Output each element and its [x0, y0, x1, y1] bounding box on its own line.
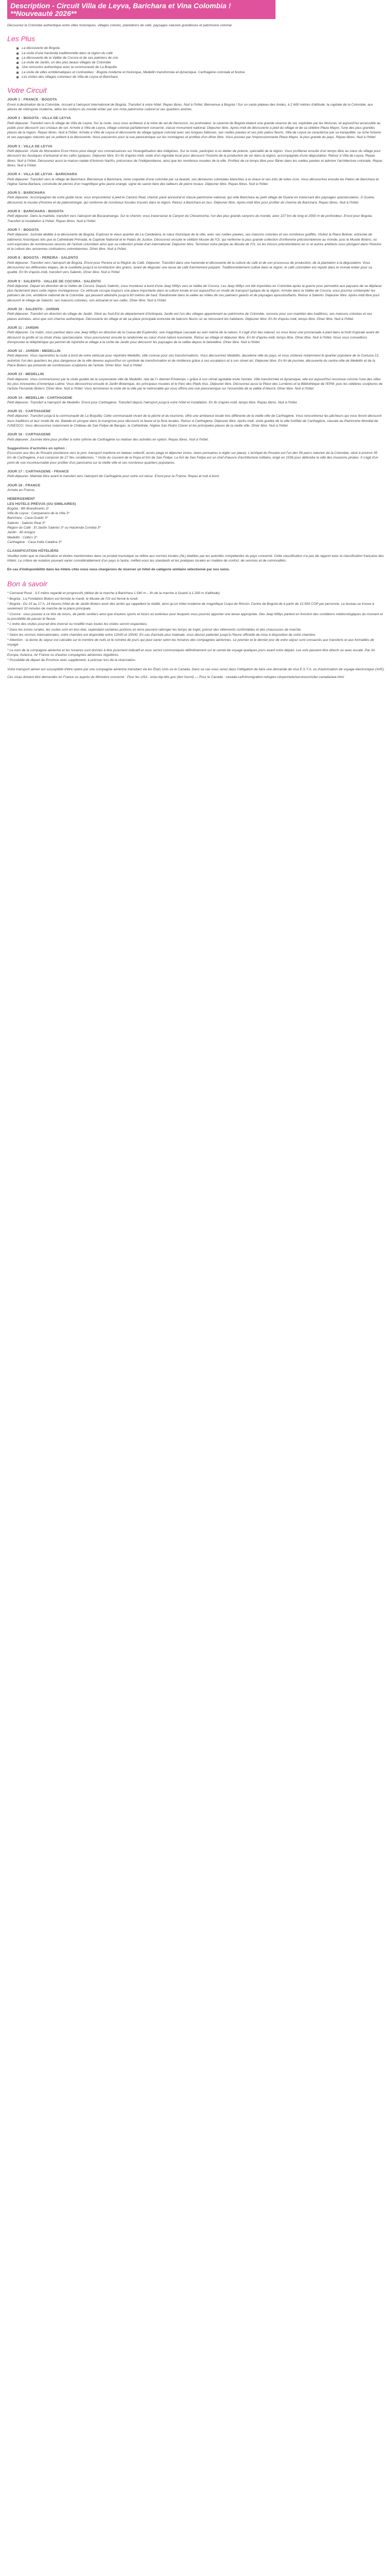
day-title: JOUR 4 : VILLA DE LEYVA - BARICHARA: [7, 173, 77, 177]
day-text: Petit déjeuner. Transfert jusqu'à la communauté de La Boquilla. Cette communauté vivant de la pêche et du tourisme, offre une ambiance locale très différente de la vieille ville de Carthagène. Vous rencontrerez les pêcheurs qui vous feront découvrir leurs traditions et leur mode de vie. Balade en pirogue dans la mangrove pour découvrir la faune et la flore locales. Retour à Carthagène. Déjeuner libre. Après-midi, visite guidée de la ville fortifiée de Carthagène, classée au Patrimoine Mondial de l'UNESCO. Vous découvrirez notamment le Château de San Felipe de Barajas, la Cathédrale, l'église San Pedro Claver et les principales places de la vieille ville. Dîner libre. Nuit à l'hôtel.: [7, 414, 382, 428]
itinerary-day: [7, 228, 383, 251]
day-text: Petit déjeuner. Journée libre pour profiter à votre rythme de Carthagène ou réaliser des activités en option. Repas libres. Nuit à l'hôtel.: [7, 437, 209, 442]
highlight-item: La visite de Jardin, un des plus beaux villages de Colombie: [17, 60, 385, 65]
day-text: Petit déjeuner. Transfert à l'aéroport de Medellin. Envol pour Carthagène. Transfert depuis l'aéroport jusqu'à votre hôtel et installation. En fin d'après-midi, temps libre. Repas libres. Nuit à l'hôtel.: [7, 400, 298, 404]
hotels-title: LES HOTELS PRÉVUS (OU SIMILAIRES): [7, 502, 76, 506]
classification-notice: En cas d'indisponibilité dans les hôtels cités nous nous chargerons de réserver un hôtel de catégorie similaire sélectionné par nos soins.: [7, 568, 230, 572]
highlight-item: Une rencontre authentique avec la communauté de La Boquilla: [17, 65, 385, 70]
itinerary-day: [7, 307, 383, 321]
day-title: JOUR 1 : FRANCE - BOGOTA: [7, 98, 57, 102]
day-title: JOUR 7 : BOGOTA: [7, 228, 39, 232]
day-text: Petit déjeuner. Visite du Monastère Ecce Homo pour élargir vos connaissances sur l'évangélisation des indigènes. Sur la route, participez à un atelier de poterie, spécialité de la région. Vous profiterez ensuite d'un temps libre au cœur du village pour découvrir les boutiques d'artisanat et les cafés typiques. Déjeuner libre. En fin d'après-midi, visite d'un vignoble local pour découvrir l'histoire de la production de vin dans la région, accompagnée d'une dégustation. Retour à Villa de Leyva. Repas libres. Nuit à l'hôtel. Découvrez aussi la maison natale d'Antonio Nariño, précurseur de l'indépendance, ainsi que les nombreux musées de la ville. Profitez de ce temps libre pour flâner dans les ruelles pavées et admirer l'architecture coloniale. Repas libres. Nuit à l'hôtel.: [7, 149, 383, 167]
highlight-item: La visite d'une hacienda traditionnelle dans la région du café: [17, 51, 385, 56]
note-item: * L'ordre des visites pourrait être inversé ou modifié mais toutes les visites seront respectées.: [7, 622, 148, 626]
itinerary-day: [7, 326, 383, 345]
good-to-know-notes: [7, 591, 385, 663]
note-item: * Attention : la durée du séjour est calculée sur le nombre de nuits et le nombre de jours qui peut varier selon les horaires des compagnies aériennes. Le premier et le dernier jour de votre séjour sont consacrés aux transferts et aux formalités de voyage.: [7, 638, 374, 647]
classification-heading: CLASSIFICATION HÔTELIÈRE: [7, 549, 59, 553]
suggestions-text: Excursion aux îles du Rosaire (existence vers le port, transport maritime en bateau collectif, accès plage et déjeuner inclus, taxes portuaires à régler sur place). L'archipel du Rosaire est l'un des 56 parcs naturels de la Colombie, situé à environ 35 km de Carthagène, il est composé de 27 îles coralliennes. * Visite du couvent de la Popa et fort de San Felipe. La fort de San Felipe est un chef d'œuvre d'architecture militaire, érigé en 1536 pour défendre la ville des invasions pirates. Il s'agit d'un point de vue incontournable pour profiter d'un panorama sur la vieille ville et ses nombreux quartiers populaires.: [7, 451, 379, 465]
day-title: JOUR 5 : BARICHARA: [7, 191, 45, 195]
itinerary-day: [7, 409, 383, 428]
classification-text: Veuillez noter que la classification et étoiles mentionnées dans ce produit touristique se réfère aux normes locales (NL) établies par les autorités compétentes du pays concerné. Cette classification n'a pas de rapport avec la classification française des hôtels. Le critère de notation pouvant varier considérablement d'un pays à l'autre, méfiez-vous les standards et les pratiques locales en matière de confort, de services et de commodités.: [7, 554, 384, 563]
itinerary-heading: Votre Circuit: [7, 86, 47, 95]
hotel-item: Medellin : Celtics 3*: [7, 535, 37, 539]
note-item: * Possibilité de départ de Province avec supplément, à préciser lors de la réservation.: [7, 658, 136, 663]
transport-text: Votre transport aérien est susceptible d'être opéré par une compagnie aérienne transitant via les États Unis ou le Canada. Dans ce cas vous serez dans l'obligation de faire une demande de visa E.S.T.A. ou d'autorisation de voyage électronique (AVE).: [7, 667, 385, 671]
day-title: JOUR 15 : CARTHAGENE: [7, 410, 51, 414]
itinerary-day: [7, 432, 383, 442]
hotel-item: Barichara : Casa Guadú 3*: [7, 516, 48, 520]
itinerary-day: [7, 469, 383, 479]
hotel-item: Villa de Leyva : Campanario de la Villa 3*: [7, 512, 70, 516]
day-title: JOUR 12 : JARDIN - MEDELLIN: [7, 349, 61, 353]
highlights-heading: Les Plus: [7, 35, 35, 43]
day-title: JOUR 11 : JARDIN: [7, 326, 39, 330]
itinerary-day: [7, 144, 383, 168]
hotels-block: [7, 497, 385, 545]
consulate-text: Ces visas doivent être demandés en France ou auprès du Ministère concerné : Pour les USA : esta.cbp.dhs.gov (lien fourni) — Pour le Canada : canada.ca/fr/immigration-refugies-citoyennete/services/visiter-canada/ave.html: [7, 675, 344, 679]
highlight-item: La découverte de Bogota: [17, 46, 385, 50]
highlights-list: [17, 46, 385, 79]
day-title: JOUR 18 : FRANCE: [7, 483, 41, 487]
highlight-item: Les visites des villages coloniaux de Villa de Leyva et Barichara: [17, 75, 385, 79]
itinerary-day: [7, 209, 383, 224]
hotels-heading: HEBERGEMENT: [7, 497, 35, 501]
hotel-item: Salento : Salento Real 3*: [7, 521, 45, 525]
hotel-item: Carthagène : Casa India Catalina 3*: [7, 540, 62, 544]
highlight-item: La découverte de la Vallée de Cocora et de ses palmiers de cire: [17, 56, 385, 60]
highlight-item: La visite de villes emblématiques et contrastées : Bogota moderne et historique, Medellin transformée et dynamique, Carthagène coloniale et festive: [17, 70, 385, 75]
day-text: Petit déjeuner. Transfert vers l'aéroport de Bogota. Envol pour Pereira et la Région du Café. Déjeuner. Transfert dans une hacienda et découverte de la culture du café et de son processus de production, de la plantation à la dégustation. Vous découvrirez les différentes étapes, de la cueillette jusqu'à la torréfaction des grains, avant de déguster une tasse de café fraîchement préparé. Traditionnellement cultivé dans la région, le café colombien est réputé dans le monde entier pour sa qualité. En fin d'après-midi, transfert vers Salento. Dîner libre. Nuit à l'hôtel.: [7, 261, 372, 275]
note-item: * Bogota : Du 15 au 17 h, 14 heures hôtel de de Jardin Botero avoir des arrêts qui rappellent la réalité, ainsi qu'un hôtel moderne de magnifique Cuqui de Rincón. Centre de Bogotá de à partir de 12.500 COP par personne. Le bureau se trouve à seulement 10 minutes de marche de la place principale.: [7, 602, 374, 611]
day-title: JOUR 17 : CARTHAGENE - FRANCE: [7, 470, 69, 474]
day-text: Arrivée en France.: [7, 488, 36, 492]
classification-block: [7, 549, 385, 572]
note-item: * Bogota : La Fondation Botero est fermée le mardi, le Musée de l'Or est fermé le lundi.: [7, 597, 139, 601]
note-item: * Carnaval Rosé : 3.5 mètre regardé et progressifs (début de la marche à Barichara 1.540 m – fin de la marche à Guané à 1.200 m d'altitude).: [7, 591, 221, 596]
itinerary-day: [7, 483, 383, 493]
hotel-item: Bogota : 8th Brandmarks 3*: [7, 506, 50, 511]
hotel-item: Région du Café : El Jardín Salento 3* ou Hacienda Combia 3*: [7, 526, 101, 530]
suggestions-block: [7, 446, 383, 465]
suggestions-heading: Suggestions d'activités en option :: [7, 446, 67, 450]
itinerary-day: [7, 372, 383, 391]
note-item: * Cocora : vous pouvez à ce titre de loisirs, de petits sentiers ainsi que d'autres sports et loisirs en extérieur pour lesquels vous pourrez apporter une tenue appropriée. Des Jeep Willys partent en fonction des conditions météorologiques du moment et la possibilité de passer le fleuve.: [7, 612, 383, 621]
day-title: JOUR 10 : SALENTO - JARDIN: [7, 308, 59, 312]
note-item: * Selon les normes internationales, votre chambre est disponible entre 12h00 et 15h00. En cas d'arrivée plus matinale, vous devrez patienter jusqu'à l'heure officielle de mise à disposition de votre chambre.: [7, 633, 316, 637]
day-text: Petit déjeuner. Matinée libre avant le transfert vers l'aéroport de Carthagène pour votre vol retour. Envol pour la France. Repas et nuit à bord.: [7, 474, 220, 479]
note-item: * Le nom de la compagnie aérienne et les horaires sont donnés à titre purement indicatif et vous seront communiqués définitivement sur le carnet de voyage quelques jours avant votre départ. Les vols peuvent être directs ou avec escale. Par Air Europa, Avianca, Air France ou d'autres compagnies aériennes régulières.: [7, 648, 376, 657]
note-item: * Dans les zones rurales, les routes sont en bon état, cependant certaines portions en terre peuvent rallonger les temps de trajet, prévoir des vêtements confortables et des chaussures de marche.: [7, 628, 302, 632]
itinerary-day: [7, 116, 383, 140]
day-text: Petit déjeuner. Vous commencerez par la visite guidée de la surprenante ville de Medellin, née de l'« éternel Printemps » grâce à son climat agréable toute l'année. Ville transformée et dynamique, elle est aujourd'hui reconnue comme l'une des villes les plus innovantes d'Amérique Latine. Vous découvrirez ensuite le Jardin Botanique, les principaux musées et le Parc des Pieds Nus. Déjeuner libre. Découvrez aussi la Place des Lumières et la Bibliothèque de l'EPM, puis les célèbres sculptures de l'artiste Fernando Botero. Dîner libre. Nuit à l'hôtel. Vous terminerez la visite de la ville par le métrocable qui vous offrira une vue panoramique sur l'ensemble de la vallée d'Aburrá. Dîner libre. Nuit à l'hôtel.: [7, 377, 383, 391]
page-title: Description - Circuit Villa de Leyva, Barichara et Vina Colombia !: [10, 2, 231, 10]
day-title: JOUR 16 : CARTHAGENE: [7, 433, 51, 437]
day-text: Petit déjeuner. Transfert vers le village de Barichara. Bienvenue à Barichara, reine coquette d'une colombe par sa beauté, ses demeures coloniales blanchies à la chaux et ses toits de tuiles ocre. Vous découvrirez ensuite les Patios de Barichara et l'église Santa Barbara, construite de pierres d'un magnifique grès jaune-orangé, signe du savoir-faire des tailleurs de pierre locaux. Déjeuner libre. Repas libres. Nuit à l'hôtel.: [7, 177, 379, 186]
itinerary-day: [7, 172, 383, 187]
page-title-tag: **Nouveauté 2026**: [10, 9, 77, 18]
day-text: Petit déjeuner. Départ en direction de la Vallée de Cocora. Depuis Salento, vous monterez à bord d'une Jeep Willys vers la Vallée de Cocora. Les Jeep Willys ont été importées en Colombie après la guerre pour permettre aux paysans de se déplacer plus facilement dans cette région montagneuse. Ce véhicule occupe toujours une place importante dans la culture locale et est aujourd'hui un mode de transport typique de la région. Arrivée dans la Vallée de Cocora, vous pourrez contempler les palmiers de cire, emblème national de la Colombie, qui peuvent atteindre jusqu'à 60 mètres de haut. Randonnée dans la vallée au milieu de ces palmiers géants et de paysages époustouflants. Retour à Salento. Déjeuner libre. Après-midi libre pour découvrir le village de Salento, ses maisons colorées, son artisanat et ses cafés. Dîner libre. Nuit à l'hôtel.: [7, 284, 382, 302]
day-text: Petit déjeuner. Journée dédiée à la découverte de Bogota. Explorez le vieux quartier de La Candelaria, le cœur historique de la ville, avec ses ruelles pavées, ses maisons colorées et ses nombreux graffitis. Visitez la Place Bolivar, entourée de bâtiments historiques tels que la Cathédrale Primada, le Capitole National et le Palais de Justice. Découvrez ensuite le célèbre Musée de l'Or, qui renferme la plus grande collection d'orfèvrerie précolombienne au monde, puis le Musée Botero, où sont exposées de nombreuses œuvres de l'artiste colombien ainsi que sa collection privée d'art international. Déjeuner libre. Terminez votre périple au Musée de l'Or, où les trésors précolombiens en or et autres artéfacts vous plongent dans l'histoire et la culture des anciennes civilisations colombiennes. Dîner libre. Nuit à l'hôtel.: [7, 233, 381, 251]
itinerary-day: [7, 97, 383, 112]
page-title-banner: [7, 0, 275, 19]
day-text: Petit déjeuner. Transfert vers le village de Villa de Leyva. Sur la route, vous vous arrêterez à la mine de sel de Nemocon. Au profondeur, la caverne de Bogota étaient une grande réserve de sel, exploitée par les Muiscas, et aujourd'hui accessible au public pour découvrir ses cristaux de sel. Arrivée à Villa de Leyva, village colonial parfaitement conservé, classé monument national. Déjeuner libre. Après-midi de découverte à pied du village et de sa célèbre Plaza Mayor, l'une des plus grandes places de la région. Repas libres. Nuit à l'hôtel. Arrivée à Villa de Leyva et découverte du village typique colonial avec ses longues bâtisses, ses ruelles pavées et ses jolis patios fleuris. Villa de Leyva se caractérise par sa tranquillité, sa riche histoire et ses paysages naturels qui se prêtent à la découverte. Nous passerons pour la vue panoramique sur les montagnes et profitez d'un dîner libre. Vous pouvez par l'impressionnante Plaza Mayor, la plus grande du pays. Repas libres. Nuit à l'hôtel.: [7, 121, 381, 140]
day-text: Petit déjeuner. Transfert en direction du village de Jardin. Situé au Sud-Est du département d'Antioquia, Jardin est l'un des villages appartenant au patrimoine de Colombie, reconnu pour son maintien des traditions, ses maisons colorées et ses places animées, ainsi que son charme authentique. Découverte du village et de sa place principale entourée de balcons fleuris où se retrouvent les habitants. Déjeuner libre. En fin d'après-midi, temps libre. Dîner libre. Nuit à l'hôtel.: [7, 312, 372, 321]
itinerary-day: [7, 191, 383, 205]
day-title: JOUR 14 : MEDELLIN - CARTHAGENE: [7, 396, 73, 400]
good-to-know-heading: Bon à savoir: [7, 580, 47, 588]
day-title: JOUR 6 : BARICHARA - BOGOTA: [7, 210, 64, 214]
itinerary-day: [7, 279, 383, 303]
day-text: Envol à destination de la Colombie. Accueil à l'aéroport international de Bogota. Transfert à votre hôtel. Repas libres. Nuit à l'hôtel. Bienvenue à Bogota ! Sur un vaste plateau des Andes, à 2 600 mètres d'altitude, la capitale de la Colombie, aux allures de métropole moderne, attire les visiteurs du monde entier par son riche patrimoine culturel et ses quartiers animés.: [7, 103, 373, 111]
intro-text: Découvrez la Colombie authentique entre villes historiques, villages colorés, plantations de café, paysages naturels grandioses et patrimoine colonial.: [7, 24, 233, 27]
day-title: JOUR 8 : BOGOTA - PEREIRA - SALENTO: [7, 256, 78, 260]
page: [0, 0, 391, 687]
day-title: JOUR 2 : BOGOTA - VILLA DE LEYVA: [7, 116, 71, 121]
day-title: JOUR 3 : VILLA DE LEYVA: [7, 144, 53, 148]
day-title: JOUR 9 : SALENTO - VALLEE DE COCORA - SALENTO: [7, 279, 101, 283]
day-text: Petit déjeuner. Dans la matinée, transfert vers l'aéroport de Bucaramanga. Sur le chemin, vous traverserez le Canyon du Chicamocha, l'un des plus grands canyons du monde, avec 227 km de long et 2000 m de profondeur. Envol pour Bogota. Transfert et installation à l'hôtel. Repas libres. Nuit à l'hôtel.: [7, 214, 373, 223]
itinerary-day: [7, 396, 383, 405]
day-text: Petit déjeuner. Accompagnés de votre guide local, vous emprunterez à pied le Camino Real, chemin pavé ancestral et classé patrimoine national, qui relie Barichara au petit village de Guane en traversant des paysages spectaculaires. À Guane, découvrez le musée d'histoire et de paléontologie, qui renferme de nombreux fossiles trouvés dans la région. Retour à Barichara en bus. Déjeuner libre. Après-midi libre pour profiter du charme de Barichara. Repas libres. Nuit à l'hôtel.: [7, 196, 375, 205]
day-title: JOUR 13 : MEDELLIN: [7, 372, 44, 377]
day-text: Petit déjeuner. Ce matin, vous partirez dans une Jeep Willys en direction de la Cueva del Esplendor, une magnifique cascade au sein même de la nature. Il s'agit d'un lieu naturel, où vous ferez une promenade à pied dans la forêt tropicale avant de découvrir la grotte et sa chute d'eau spectaculaire. Vous poursuivrez ensuite la randonnée au cœur d'une nature luxuriante. Retour au village et déjeuner libre. En fin d'après-midi, temps libre. Dîner libre. Nuit à l'hôtel. Nous vous conseillons d'emprunter le téléphérique qui permet de rejoindre le village à la sortie de Jardin pour découvrir les paysages de la vallée depuis le belvédère. Dîner libre. Nuit à l'hôtel.: [7, 331, 380, 344]
day-text: Petit déjeuner. Vous reprendrez la route à bord de votre véhicule pour rejoindre Medellin, ville connue pour ses transformations. Vous découvrirez Medellin, deuxième ville du pays, et vous visiterez notamment le quartier populaire de la Comuna 13, autrefois l'un des quartiers les plus dangereux de la ville devenu aujourd'hui un symbole de transformation et de résilience grâce à ses escalators et à son street art. Déjeuner libre. En fin de journée, découverte du centre-ville de Medellin et de la Place Botero qui présente de nombreuses sculptures de l'artiste. Dîner libre. Nuit à l'hôtel.: [7, 354, 380, 368]
itinerary-day: [7, 349, 383, 368]
itinerary-day: [7, 256, 383, 275]
hotel-item: Jardin : 40 Amigos: [7, 531, 36, 535]
